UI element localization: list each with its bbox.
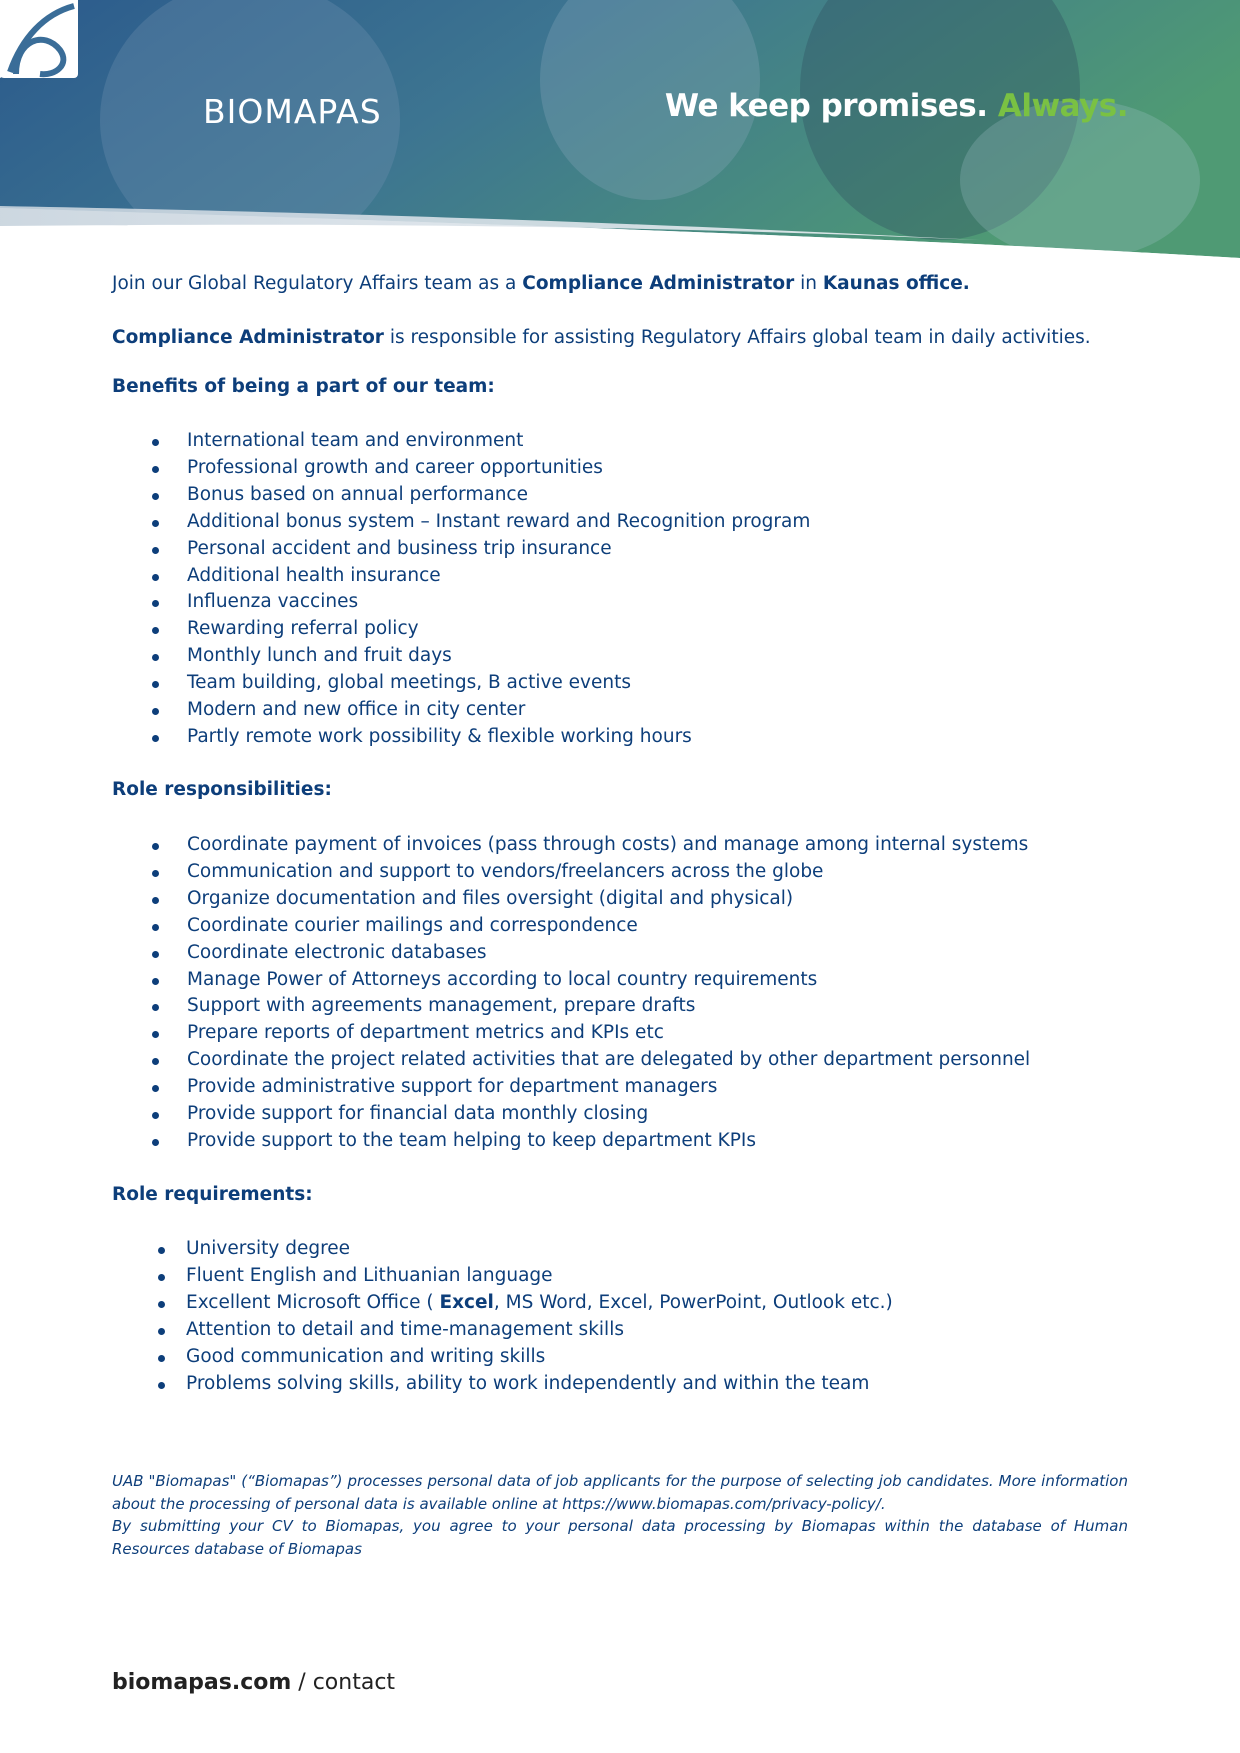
benefits-heading: Benefits of being a part of our team:	[112, 376, 495, 397]
list-item: Coordinate courier mailings and correspondence	[112, 913, 1030, 940]
intro-paragraph	[112, 270, 970, 298]
responsibilities-list	[112, 832, 1030, 1155]
list-item: Bonus based on annual performance	[112, 482, 810, 509]
list-item: Fluent English and Lithuanian language	[112, 1263, 893, 1290]
list-item: Coordinate payment of invoices (pass through costs) and manage among internal systems	[112, 832, 1030, 859]
role-title-summary: Compliance Administrator	[112, 327, 384, 348]
footer	[112, 1670, 395, 1695]
list-item: Modern and new office in city center	[112, 697, 810, 724]
office-bold: Excel	[439, 1291, 494, 1313]
list-item: International team and environment	[112, 428, 810, 455]
list-item: Good communication and writing skills	[112, 1344, 893, 1371]
list-item: Provide support to the team helping to keep department KPIs	[112, 1128, 1030, 1155]
privacy-disclaimer	[112, 1470, 1128, 1560]
office-rest: , MS Word, Excel, PowerPoint, Outlook etc.)	[493, 1291, 893, 1313]
disclaimer-paragraph: UAB "Biomapas" (“Biomapas”) processes personal data of job applicants for the purpose of selecting job candidates. More information about the processing of personal data is available online at https://www.biomapas.com/privacy-policy/.	[112, 1472, 1128, 1513]
brand-name: BIOMAPAS	[203, 92, 382, 131]
intro-text: Join our Global Regulatory Affairs team as a	[112, 273, 523, 294]
list-item: University degree	[112, 1236, 893, 1263]
requirements-heading: Role requirements:	[112, 1184, 313, 1205]
list-item: Communication and support to vendors/freelancers across the globe	[112, 859, 1030, 886]
tagline-accent: Always.	[997, 88, 1128, 124]
intro-text-in: in	[794, 273, 823, 294]
list-item: Additional health insurance	[112, 563, 810, 590]
list-item: Team building, global meetings, B active events	[112, 670, 810, 697]
list-item: Support with agreements management, prepare drafts	[112, 993, 1030, 1020]
tagline	[665, 88, 1128, 124]
role-summary-text: is responsible for assisting Regulatory Affairs global team in daily activities.	[383, 327, 1091, 348]
list-item: Provide administrative support for department managers	[112, 1074, 1030, 1101]
list-item: Personal accident and business trip insurance	[112, 536, 810, 563]
role-summary	[112, 324, 1091, 352]
biomapas-logo-icon[interactable]	[0, 0, 280, 80]
list-item: Provide support for financial data monthly closing	[112, 1101, 1030, 1128]
contact-link[interactable]: / contact	[291, 1670, 396, 1695]
benefits-list	[112, 428, 810, 751]
disclaimer-paragraph: By submitting your CV to Biomapas, you agree to your personal data processing by Biomapas within the database of Human Resources database of Biomapas	[112, 1517, 1128, 1558]
list-item: Coordinate electronic databases	[112, 940, 1030, 967]
website-link[interactable]: biomapas.com	[112, 1670, 292, 1695]
list-item: Manage Power of Attorneys according to local country requirements	[112, 967, 1030, 994]
list-item: Coordinate the project related activities that are delegated by other department personnel	[112, 1047, 1030, 1074]
list-item: Organize documentation and files oversight (digital and physical)	[112, 886, 1030, 913]
list-item: Monthly lunch and fruit days	[112, 643, 810, 670]
list-item: Problems solving skills, ability to work independently and within the team	[112, 1371, 893, 1398]
list-item: Attention to detail and time-management skills	[112, 1317, 893, 1344]
list-item: Prepare reports of department metrics and KPIs etc	[112, 1020, 1030, 1047]
requirements-list	[112, 1236, 893, 1397]
responsibilities-heading: Role responsibilities:	[112, 779, 332, 800]
role-title: Compliance Administrator	[522, 273, 795, 294]
list-item	[112, 1290, 893, 1317]
header-banner	[0, 0, 1240, 262]
office-location: Kaunas office.	[822, 273, 970, 294]
list-item: Additional bonus system – Instant reward and Recognition program	[112, 509, 810, 536]
list-item: Influenza vaccines	[112, 589, 810, 616]
office-text: Excellent Microsoft Office (	[186, 1291, 440, 1313]
list-item: Professional growth and career opportunities	[112, 455, 810, 482]
tagline-main: We keep promises.	[664, 88, 988, 124]
list-item: Rewarding referral policy	[112, 616, 810, 643]
list-item: Partly remote work possibility & flexible working hours	[112, 724, 810, 751]
